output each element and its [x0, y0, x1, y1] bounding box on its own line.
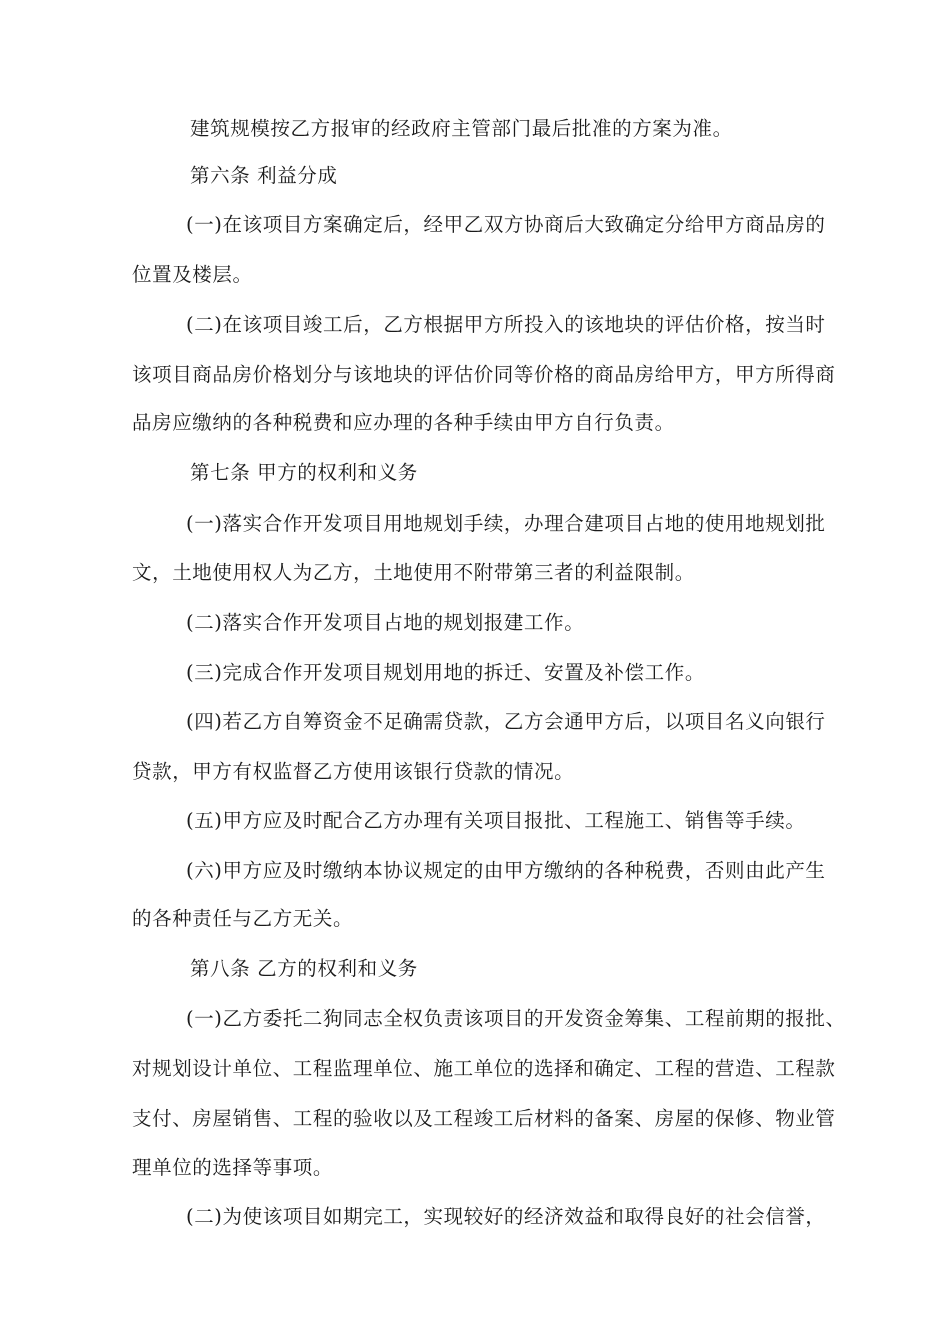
- article-heading: 第七条 甲方的权利和义务: [190, 461, 418, 484]
- text-line: (一)在该项目方案确定后，经甲乙双方协商后大致确定分给甲方商品房的: [186, 213, 826, 236]
- article-heading: 第八条 乙方的权利和义务: [190, 957, 418, 980]
- text-line: 贷款，甲方有权监督乙方使用该银行贷款的情况。: [132, 760, 575, 783]
- text-line: (六)甲方应及时缴纳本协议规定的由甲方缴纳的各种税费，否则由此产生: [186, 859, 826, 882]
- text-line: 对规划设计单位、工程监理单位、施工单位的选择和确定、工程的营造、工程款: [132, 1057, 836, 1080]
- text-line: 理单位的选择等事项。: [132, 1156, 334, 1179]
- text-line: 建筑规模按乙方报审的经政府主管部门最后批准的方案为准。: [190, 117, 733, 140]
- text-line: (五)甲方应及时配合乙方办理有关项目报批、工程施工、销售等手续。: [186, 809, 806, 832]
- text-line: 位置及楼层。: [132, 263, 253, 286]
- article-heading: 第六条 利益分成: [190, 164, 338, 187]
- text-line: (四)若乙方自筹资金不足确需贷款，乙方会通甲方后，以项目名义向银行: [186, 710, 826, 733]
- text-line: (二)为使该项目如期完工，实现较好的经济效益和取得良好的社会信誉，: [186, 1205, 826, 1228]
- text-line: 支付、房屋销售、工程的验收以及工程竣工后材料的备案、房屋的保修、物业管: [132, 1107, 836, 1130]
- text-line: (三)完成合作开发项目规划用地的拆迁、安置及补偿工作。: [186, 661, 705, 684]
- text-line: 的各种责任与乙方无关。: [132, 907, 354, 930]
- text-line: 品房应缴纳的各种税费和应办理的各种手续由甲方自行负责。: [132, 411, 675, 434]
- text-line: 该项目商品房价格划分与该地块的评估价同等价格的商品房给甲方，甲方所得商: [132, 363, 836, 386]
- text-line: 文，土地使用权人为乙方，土地使用不附带第三者的利益限制。: [132, 561, 695, 584]
- text-line: (一)乙方委托二狗同志全权负责该项目的开发资金筹集、工程前期的报批、: [186, 1007, 846, 1030]
- text-line: (二)在该项目竣工后，乙方根据甲方所投入的该地块的评估价格，按当时: [186, 313, 826, 336]
- text-line: (二)落实合作开发项目占地的规划报建工作。: [186, 611, 585, 634]
- text-line: (一)落实合作开发项目用地规划手续，办理合建项目占地的使用地规划批: [186, 512, 826, 535]
